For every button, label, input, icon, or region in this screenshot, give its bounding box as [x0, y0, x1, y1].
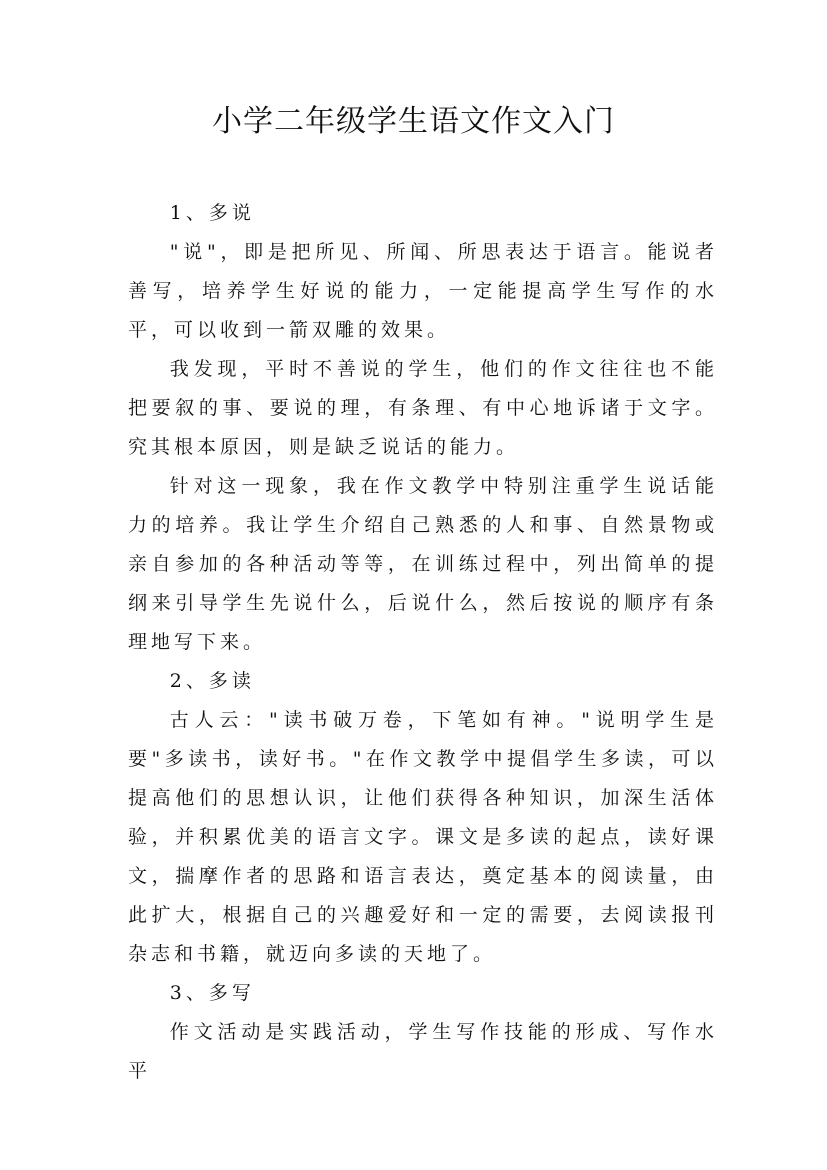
paragraph: "说"，即是把所见、所闻、所思表达于语言。能说者善写，培养学生好说的能力，一定能提高学生写作的水平，可以收到一箭双雕的效果。	[128, 241, 718, 341]
section-heading-1: 1、多说	[169, 202, 255, 224]
section-heading-2: 2、多读	[169, 670, 255, 692]
paragraph: 我发现，平时不善说的学生，他们的作文往往也不能把要叙的事、要说的理，有条理、有中心地诉诸于文字。究其根本原因，则是缺乏说话的能力。	[128, 358, 718, 458]
paragraph: 针对这一现象，我在作文教学中特别注重学生说话能力的培养。我让学生介绍自己熟悉的人和事、自然景物或亲自参加的各种活动等等，在训练过程中，列出简单的提纲来引导学生先说什么，后说什么，然后按说的顺序有条理地写下来。	[128, 475, 718, 653]
section-heading-3: 3、多写	[169, 982, 255, 1004]
paragraph: 古人云："读书破万卷，下笔如有神。"说明学生是要"多读书，读好书。"在作文教学中提倡学生多读，可以提高他们的思想认识，让他们获得各种知识，加深生活体验，并积累优美的语言文字。课文是多读的起点，读好课文，揣摩作者的思路和语言表达，奠定基本的阅读量，由此扩大，根据自己的兴趣爱好和一定的需要，去阅读报刊杂志和书籍，就迈向多读的天地了。	[128, 709, 718, 965]
document-body	[128, 194, 718, 1091]
paragraph: 作文活动是实践活动，学生写作技能的形成、写作水平	[128, 1021, 718, 1082]
document-title: 小学二年级学生语文作文入门	[212, 104, 615, 139]
